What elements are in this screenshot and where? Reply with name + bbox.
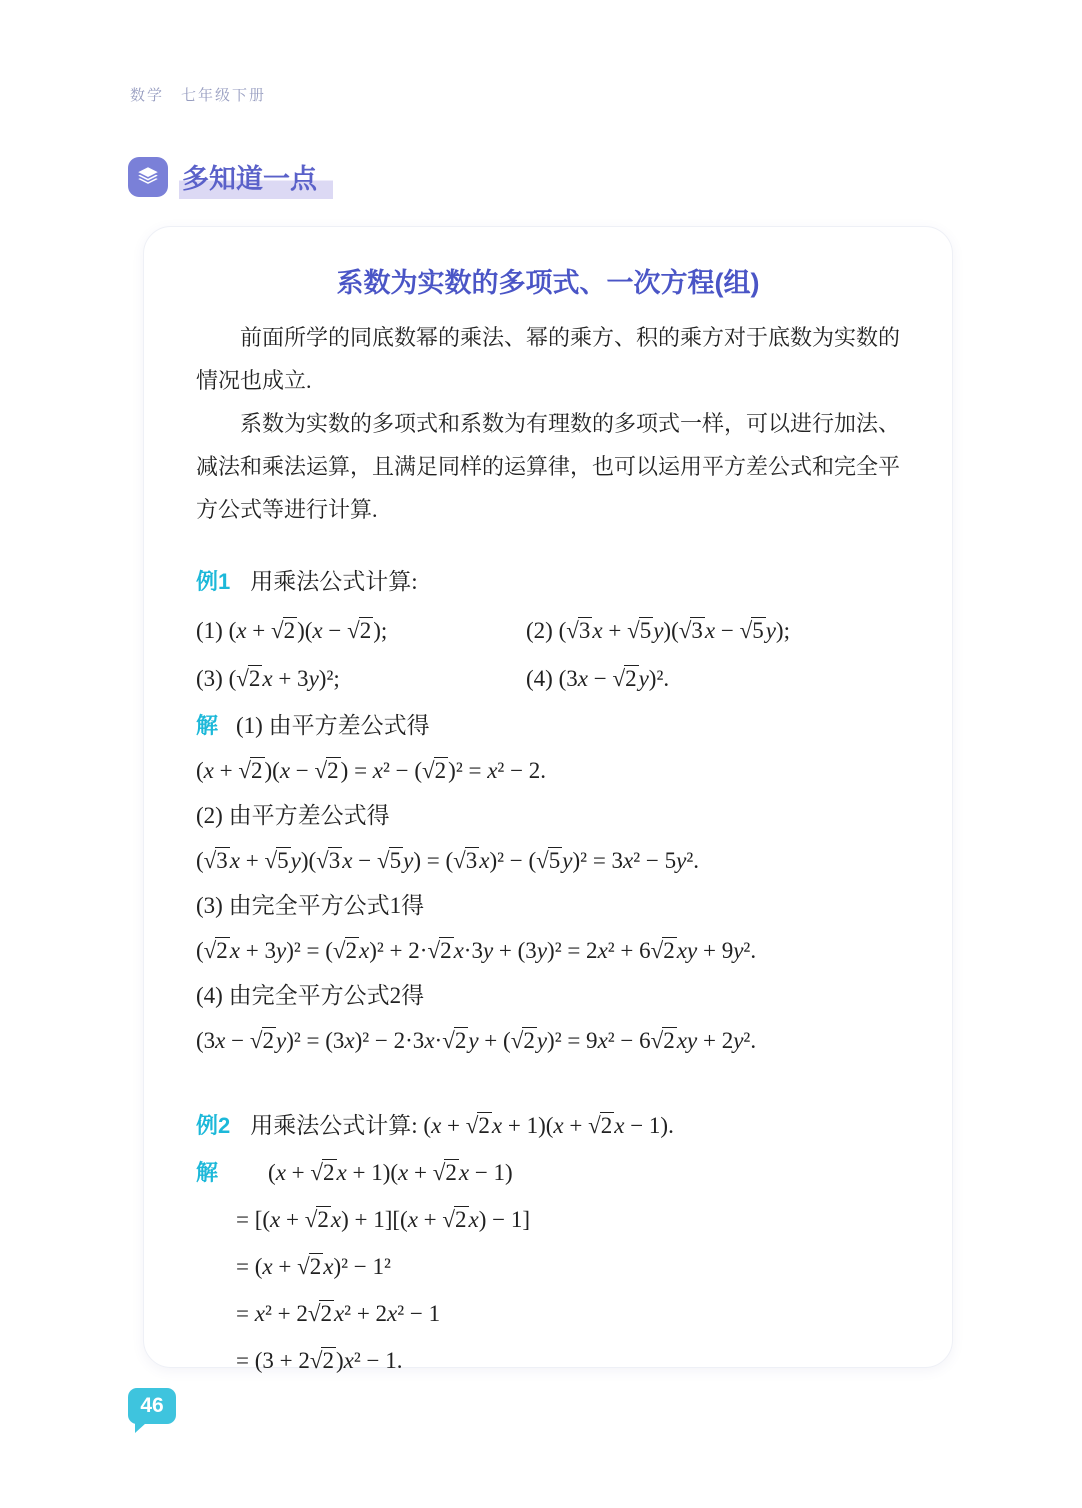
- solution2-step: = (3 + 2√2)x² − 1.: [236, 1348, 403, 1373]
- section-badge-label: 多知道一点: [179, 155, 333, 199]
- content-card: [143, 226, 953, 1373]
- section-badge: [128, 155, 333, 199]
- solution1-heading: [196, 703, 900, 748]
- solution2-step: (x + √2x + 1)(x + √2x − 1): [268, 1160, 513, 1185]
- solution1-step: (√2x + 3y)² = (√2x)² + 2·√2x·3y + (3y)² = 2x² + 6√2xy + 9y².: [196, 938, 757, 963]
- example1-item: (4) (3x − √2y)².: [526, 666, 670, 691]
- solution1-step: (x + √2)(x − √2) = x² − (√2)² = x² − 2.: [196, 758, 547, 783]
- solution2-label: 解: [196, 1160, 219, 1185]
- solution1-step: (4) 由完全平方公式2得: [196, 983, 425, 1008]
- solution1-step: (3) 由完全平方公式1得: [196, 893, 425, 918]
- example1-label: 例1: [196, 569, 231, 594]
- solution1-step: (1) 由平方差公式得: [236, 713, 430, 738]
- example1-prompt: 用乘法公式计算:: [250, 569, 418, 594]
- solution2-step: = x² + 2√2x² + 2x² − 1: [236, 1301, 441, 1326]
- paragraph: 前面所学的同底数幂的乘法、幂的乘方、积的乘方对于底数为实数的情况也成立.: [196, 325, 901, 393]
- solution2-step: = (x + √2x)² − 1²: [236, 1254, 391, 1279]
- example1-item: (3) (√2x + 3y)²;: [196, 666, 340, 691]
- solution1-label: 解: [196, 713, 219, 738]
- example1-item: (1) (x + √2)(x − √2);: [196, 618, 388, 643]
- solution1-step: (√3x + √5y)(√3x − √5y) = (√3x)² − (√5y)² = 3x² − 5y².: [196, 848, 700, 873]
- example2-label: 例2: [196, 1113, 231, 1138]
- example1-heading: [196, 559, 900, 605]
- example2-prompt: 用乘法公式计算: (x + √2x + 1)(x + √2x − 1).: [250, 1113, 674, 1138]
- running-header: 数学 七年级下册: [130, 87, 267, 104]
- books-icon: [128, 157, 168, 197]
- example1-items: [196, 607, 900, 703]
- card-title: 系数为实数的多项式、一次方程(组): [336, 268, 760, 298]
- solution2-heading: [196, 1149, 900, 1196]
- solution2-step: = [(x + √2x) + 1][(x + √2x) − 1]: [236, 1207, 531, 1232]
- page-number-badge: 46: [128, 1388, 176, 1424]
- example2-heading: [196, 1103, 900, 1149]
- solution1-step: (2) 由平方差公式得: [196, 803, 390, 828]
- paragraph: 系数为实数的多项式和系数为有理数的多项式一样，可以进行加法、减法和乘法运算，且满足同样的运算律，也可以运用平方差公式和完全平方公式等进行计算.: [196, 411, 901, 522]
- example1-item: (2) (√3x + √5y)(√3x − √5y);: [526, 618, 790, 643]
- solution1-step: (3x − √2y)² = (3x)² − 2·3x·√2y + (√2y)² = 9x² − 6√2xy + 2y².: [196, 1028, 757, 1053]
